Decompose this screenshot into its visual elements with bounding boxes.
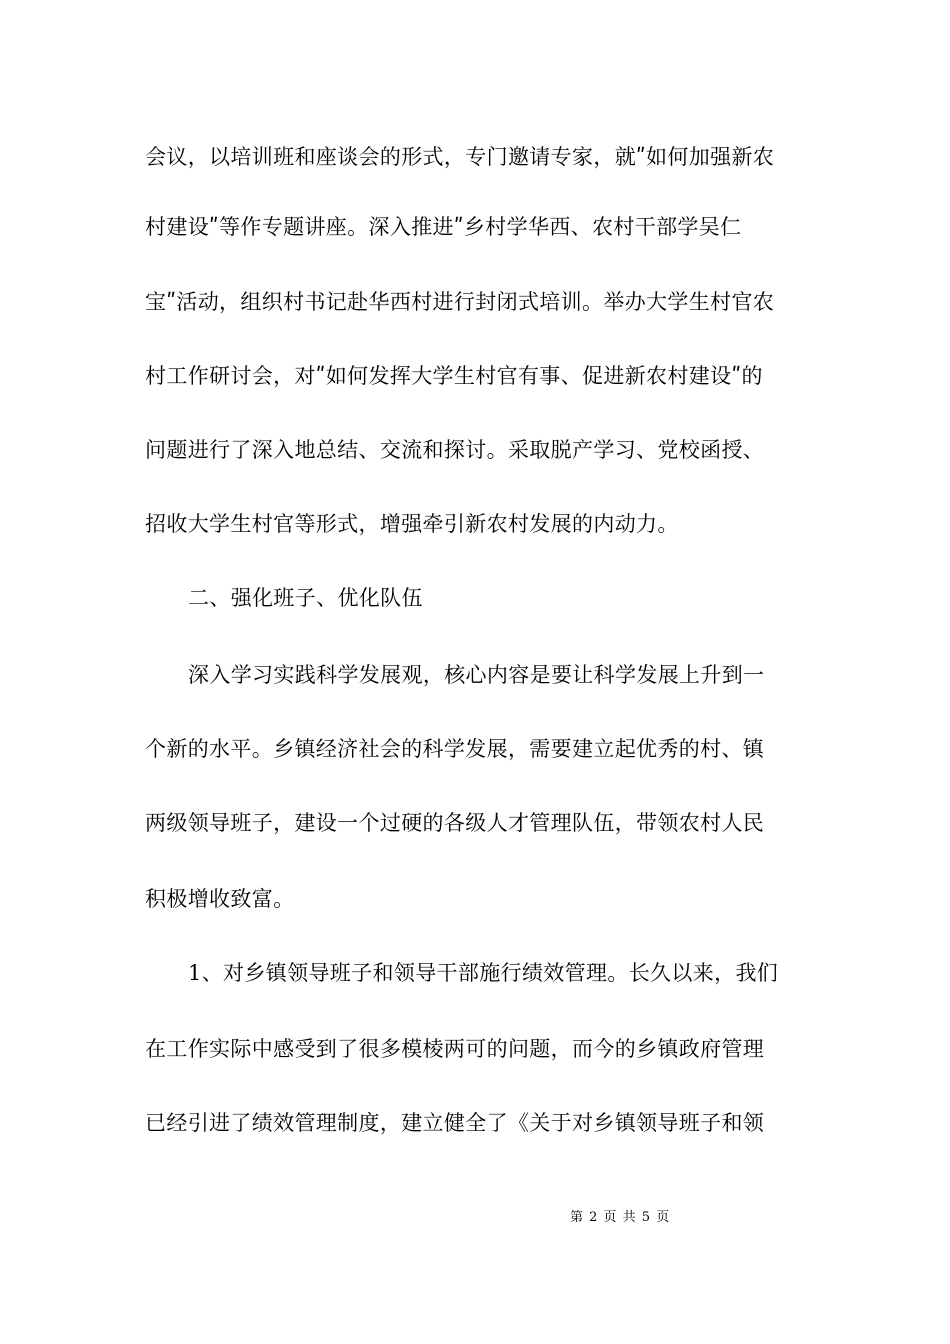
body-text-line: 已经引进了绩效管理制度，建立健全了《关于对乡镇领导班子和领 [145, 1111, 765, 1135]
body-text-line: 1、对乡镇领导班子和领导干部施行绩效管理。长久以来，我们 [188, 961, 779, 985]
body-text-line: 村工作研讨会，对ʺ如何发挥大学生村官有事、促进新农村建设ʺ的 [145, 364, 763, 388]
body-text-line: 会议，以培训班和座谈会的形式，专门邀请专家，就ʺ如何加强新农 [145, 145, 775, 169]
body-text-line: 积极增收致富。 [145, 887, 295, 911]
body-text-line: 个新的水平。乡镇经济社会的科学发展，需要建立起优秀的村、镇 [145, 737, 765, 761]
body-text-line: 两级领导班子，建设一个过硬的各级人才管理队伍，带领农村人民 [145, 811, 765, 835]
body-text-line: 深入学习实践科学发展观，核心内容是要让科学发展上升到一 [188, 663, 765, 687]
body-text-line: 招收大学生村官等形式，增强牵引新农村发展的内动力。 [145, 512, 679, 536]
body-text-line: 在工作实际中感受到了很多模棱两可的问题，而今的乡镇政府管理 [145, 1037, 765, 1061]
page-number: 第 2 页 共 5 页 [570, 1210, 670, 1225]
body-text-line: 宝ʺ活动，组织村书记赴华西村进行封闭式培训。举办大学生村官农 [145, 290, 775, 314]
body-text-line: 村建设ʺ等作专题讲座。深入推进ʺ乡村学华西、农村干部学吴仁 [145, 215, 742, 239]
section-heading: 二、强化班子、优化队伍 [188, 586, 423, 610]
body-text-line: 问题进行了深入地总结、交流和探讨。采取脱产学习、党校函授、 [145, 438, 765, 462]
